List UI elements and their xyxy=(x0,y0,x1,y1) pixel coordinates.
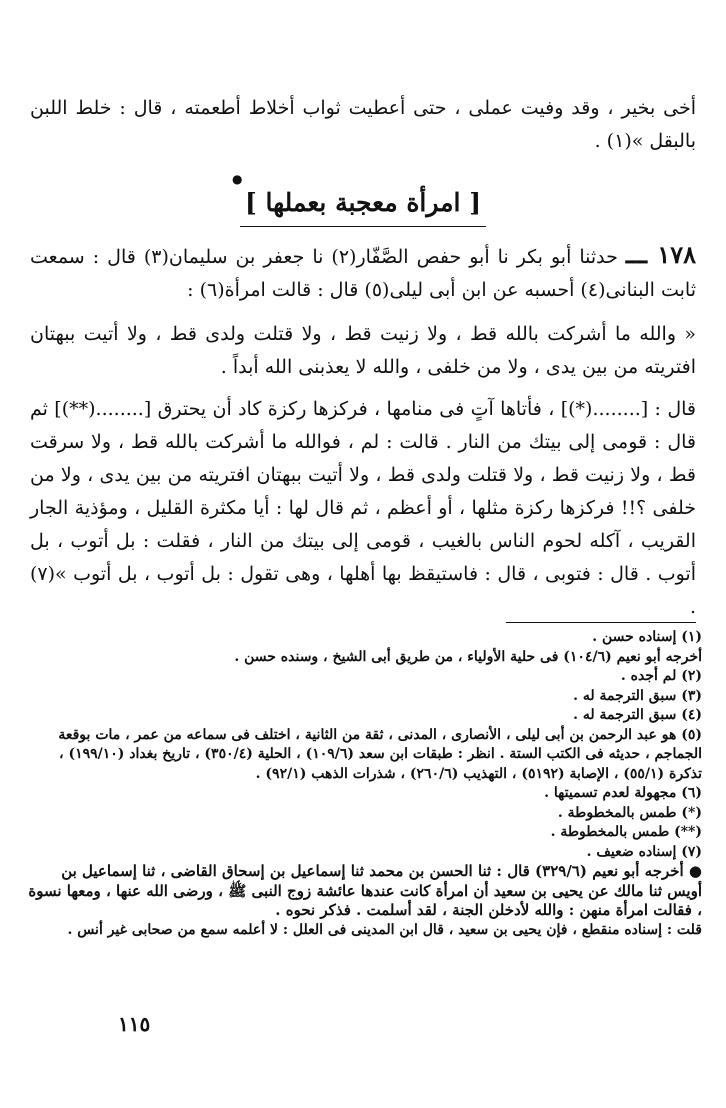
footnote-4: (٤) سبق الترجمة له . xyxy=(573,707,702,723)
footnote-7-source: ● أخرجه أبو نعيم (٣٢٩/٦) قال : ثنا الحسن بن محمد ثنا إسماعيل بن إسحاق القاضى ، ثنا إسماعيل بن أويس ثنا مالك عن يحيى بن سعيد أن امرأة كانت عندها عائشة زوج النبى ﷺ ، ورضى الله عنها ، ومعها نسوة ، فقالت امرأة منهن : والله لأدخلن الجنة ، لقد أسلمت . فذكر نحوه . xyxy=(28,862,702,919)
footnote-1-source: أخرجه أبو نعيم (١٠٤/٦) فى حلية الأولياء ، من طريق أبى الشيخ ، وسنده حسن . xyxy=(234,648,702,665)
footnotes xyxy=(22,628,702,940)
footnote-double-star: (**) طمس بالمخطوطة . xyxy=(550,824,702,840)
footnote-1: (١) إسناده حسن . xyxy=(592,629,702,645)
section-title-text: [ امرأة معجبة بعملها ] xyxy=(244,188,482,217)
footnote-5: (٥) هو عبد الرحمن بن أبى ليلى ، الأنصارى ، المدنى ، ثقة من الثانية ، اختلف فى سماعه من عمر ، مات بوقعة الجماجم ، حديثه فى الكتب الستة . انظر : طبقات ابن سعد (١٠٩/٦) ، الحلية (٣٥٠/٤) ، تاريخ بغداد (١٩٩/١٠) ، تذكرة (٥٥/١) ، الإصابة (٥١٩٢) ، التهذيب (٢٦٠/٦) ، شذرات الذهب (٩٢/١) . xyxy=(58,726,702,782)
footnote-7: (٧) إسناده ضعيف . xyxy=(586,843,702,860)
story-paragraph: قال : [........(*)] ، فأتاها آتٍ فى منامها ، فركزها ركزة كاد أن يحترق [........(**)] ثم قال : قومى إلى بيتك من النار . قالت : لم ، فوالله ما أشركت بالله قط ، ولا سرقت قط ، ولا زنيت قط ، ولا قتلت ولدى قط ، ولا أتيت ببهتان افتريته من بين يدى ، ولا من خلفى ؟!! فركزها ركزة مثلها ، أو أعظم ، ثم قال لها : أيا مكثرة القليل ، ومؤذية الجار القريب ، آكله لحوم الناس بالغيب ، قومى إلى بيتك من النار ، فقلت : بل أتوب ، بل أتوب . قال : فتوبى ، قال : فاستيقظ بها أهلها ، وهى تقول : بل أتوب ، بل أتوب »(٧) . xyxy=(30,398,696,618)
footnote-7-comment: قلت : إسناده منقطع ، فإن يحيى بن سعيد ، قال ابن المدينى فى العلل : لا أعلمه سمع من صحابى غير أنس . xyxy=(67,921,702,938)
footnote-3: (٣) سبق الترجمة له . xyxy=(573,687,702,704)
title-underline xyxy=(240,226,486,227)
section-title xyxy=(0,188,726,217)
hadith-text: حدثنا أبو بكر نا أبو حفص الصَّفّار(٢) نا جعفر بن سليمان(٣) قال : سمعت ثابت البنانى(٤) أحسبه عن ابن أبى ليلى(٥) قال : قالت امرأة(٦) : xyxy=(30,246,696,301)
footnote-star: (*) طمس بالمخطوطة . xyxy=(557,804,702,821)
ornament-mark: ● xyxy=(232,172,243,186)
hadith-number: ١٧٨ ـــ xyxy=(625,240,696,269)
hadith-paragraph xyxy=(30,238,696,307)
footnote-separator xyxy=(506,622,696,623)
quote-paragraph: « والله ما أشركت بالله قط ، ولا زنيت قط ، ولا قتلت ولدى قط ، ولا أتيت ببهتان افتريته من بين يدى ، ولا من خلفى ، والله لا يعذبنى الله أبداً . xyxy=(30,323,696,378)
page-number: ١١٥ xyxy=(118,1012,151,1036)
footnote-6: (٦) مجهولة لعدم تسميتها . xyxy=(544,785,702,801)
footnote-2: (٢) لم أجده . xyxy=(620,668,702,684)
intro-paragraph: أخى بخير ، وقد وفيت عملى ، حتى أعطيت ثواب أخلاط أطعمته ، قال : خلط اللبن بالبقل »(١) . xyxy=(30,97,696,152)
